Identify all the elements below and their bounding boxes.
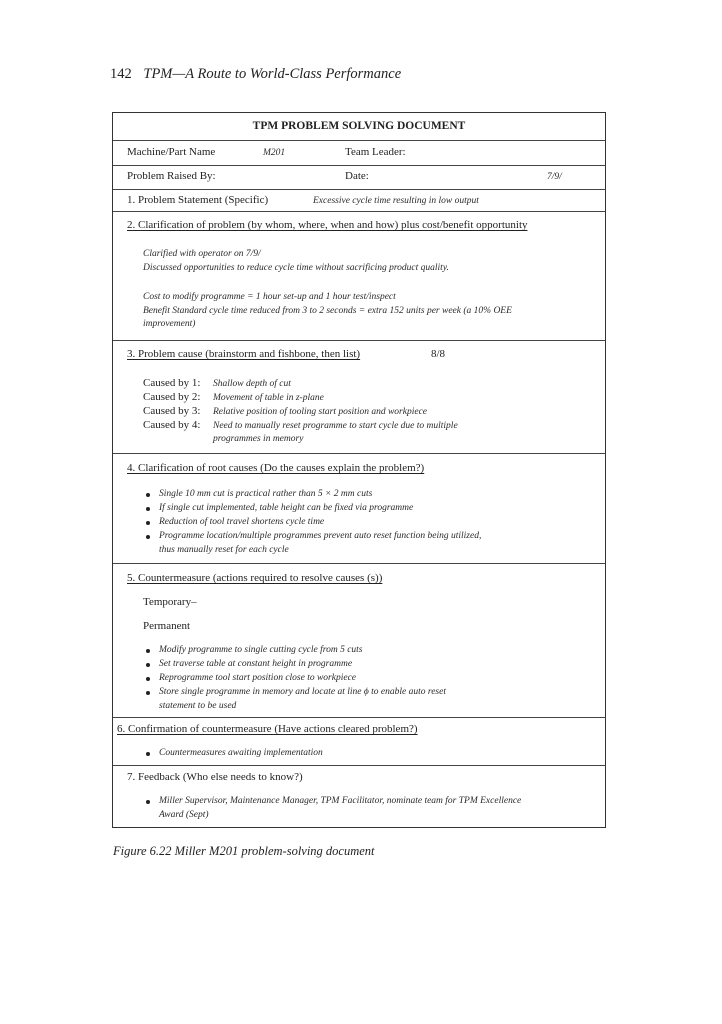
section-7 — [113, 765, 605, 829]
section-2 — [113, 211, 605, 341]
cause-text: Movement of table in z-plane — [213, 393, 324, 403]
s5-bullet-cont: statement to be used — [159, 701, 237, 711]
s7-bullet: Miller Supervisor, Maintenance Manager, TPM Facilitator, nominate team for TPM Excellence — [159, 796, 522, 806]
section-4-heading: 4. Clarification of root causes (Do the causes explain the problem?) — [127, 462, 425, 474]
document-title: TPM PROBLEM SOLVING DOCUMENT — [252, 120, 466, 132]
s2-line: improvement) — [143, 319, 196, 329]
bullet — [146, 663, 150, 667]
s4-bullet: If single cut implemented, table height can be fixed via programme — [159, 503, 414, 513]
s2-line: Discussed opportunities to reduce cycle time without sacrificing product quality. — [143, 263, 449, 273]
bullet — [146, 691, 150, 695]
section-3-heading: 3. Problem cause (brainstorm and fishbone, then list) — [127, 348, 361, 360]
section-1 — [113, 189, 605, 212]
s5-bullet: Store single programme in memory and locate at line ϕ to enable auto reset — [159, 687, 446, 697]
s6-bullet: Countermeasures awaiting implementation — [159, 748, 323, 758]
title-row — [113, 113, 605, 141]
bullet — [146, 507, 150, 511]
machine-part-label: Machine/Part Name — [127, 146, 216, 158]
section-4 — [113, 453, 605, 564]
machine-part-value: M201 — [263, 148, 286, 158]
book-title: TPM—A Route to World-Class Performance — [143, 66, 402, 82]
cause-text: Relative position of tooling start position and workpiece — [213, 407, 427, 417]
team-leader-label: Team Leader: — [345, 146, 406, 158]
page-number: 142 — [110, 66, 132, 82]
cause-label: Caused by 2: — [143, 391, 201, 403]
s4-bullet: Reduction of tool travel shortens cycle time — [159, 517, 325, 527]
s5-bullet: Modify programme to single cutting cycle from 5 cuts — [159, 645, 363, 655]
bullet — [146, 752, 150, 756]
bullet — [146, 521, 150, 525]
permanent-label: Permanent — [143, 620, 191, 632]
section-5-heading: 5. Countermeasure (actions required to resolve causes (s)) — [127, 572, 383, 584]
figure-caption: Figure 6.22 Miller M201 problem-solving document — [113, 844, 375, 858]
s5-bullet: Set traverse table at constant height in programme — [159, 659, 353, 669]
bullet — [146, 800, 150, 804]
section-3 — [113, 340, 605, 454]
date-label: Date: — [345, 170, 369, 182]
s7-bullet-cont: Award (Sept) — [159, 810, 209, 820]
machine-row — [113, 140, 605, 166]
cause-label: Caused by 1: — [143, 377, 201, 389]
cause-label: Caused by 4: — [143, 419, 201, 431]
temporary-label: Temporary– — [143, 596, 197, 608]
s4-bullet-cont: thus manually reset for each cycle — [159, 545, 289, 555]
problem-raised-label: Problem Raised By: — [127, 170, 216, 182]
section-2-heading: 2. Clarification of problem (by whom, where, when and how) plus cost/benefit opportunity — [127, 219, 528, 231]
s2-line: Cost to modify programme = 1 hour set-up and 1 hour test/inspect — [143, 292, 396, 302]
cause-text-cont: programmes in memory — [213, 434, 304, 444]
section-6-heading: 6. Confirmation of countermeasure (Have actions cleared problem?) — [117, 723, 418, 735]
s4-bullet: Programme location/multiple programmes prevent auto reset function being utilized, — [159, 531, 482, 541]
bullet — [146, 535, 150, 539]
cause-label: Caused by 3: — [143, 405, 201, 417]
section-1-heading: 1. Problem Statement (Specific) — [127, 194, 269, 206]
s2-line: Clarified with operator on 7/9/ — [143, 249, 261, 259]
section-5 — [113, 563, 605, 718]
bullet — [146, 677, 150, 681]
date-value: 7/9/ — [547, 172, 562, 182]
problem-solving-document — [112, 112, 606, 828]
problem-raised-row — [113, 165, 605, 190]
s5-bullet: Reprogramme tool start position close to workpiece — [159, 673, 357, 683]
cause-text: Need to manually reset programme to start cycle due to multiple — [213, 421, 458, 431]
section-3-date: 8/8 — [431, 348, 446, 360]
running-head — [110, 66, 401, 83]
bullet — [146, 493, 150, 497]
cause-text: Shallow depth of cut — [213, 379, 291, 389]
s4-bullet: Single 10 mm cut is practical rather than 5 × 2 mm cuts — [159, 489, 373, 499]
section-6 — [113, 717, 605, 766]
bullet — [146, 649, 150, 653]
s2-line: Benefit Standard cycle time reduced from 3 to 2 seconds = extra 152 units per week (a 10% OEE — [143, 306, 512, 316]
section-7-heading: 7. Feedback (Who else needs to know?) — [127, 771, 303, 783]
section-1-answer: Excessive cycle time resulting in low output — [313, 196, 479, 206]
